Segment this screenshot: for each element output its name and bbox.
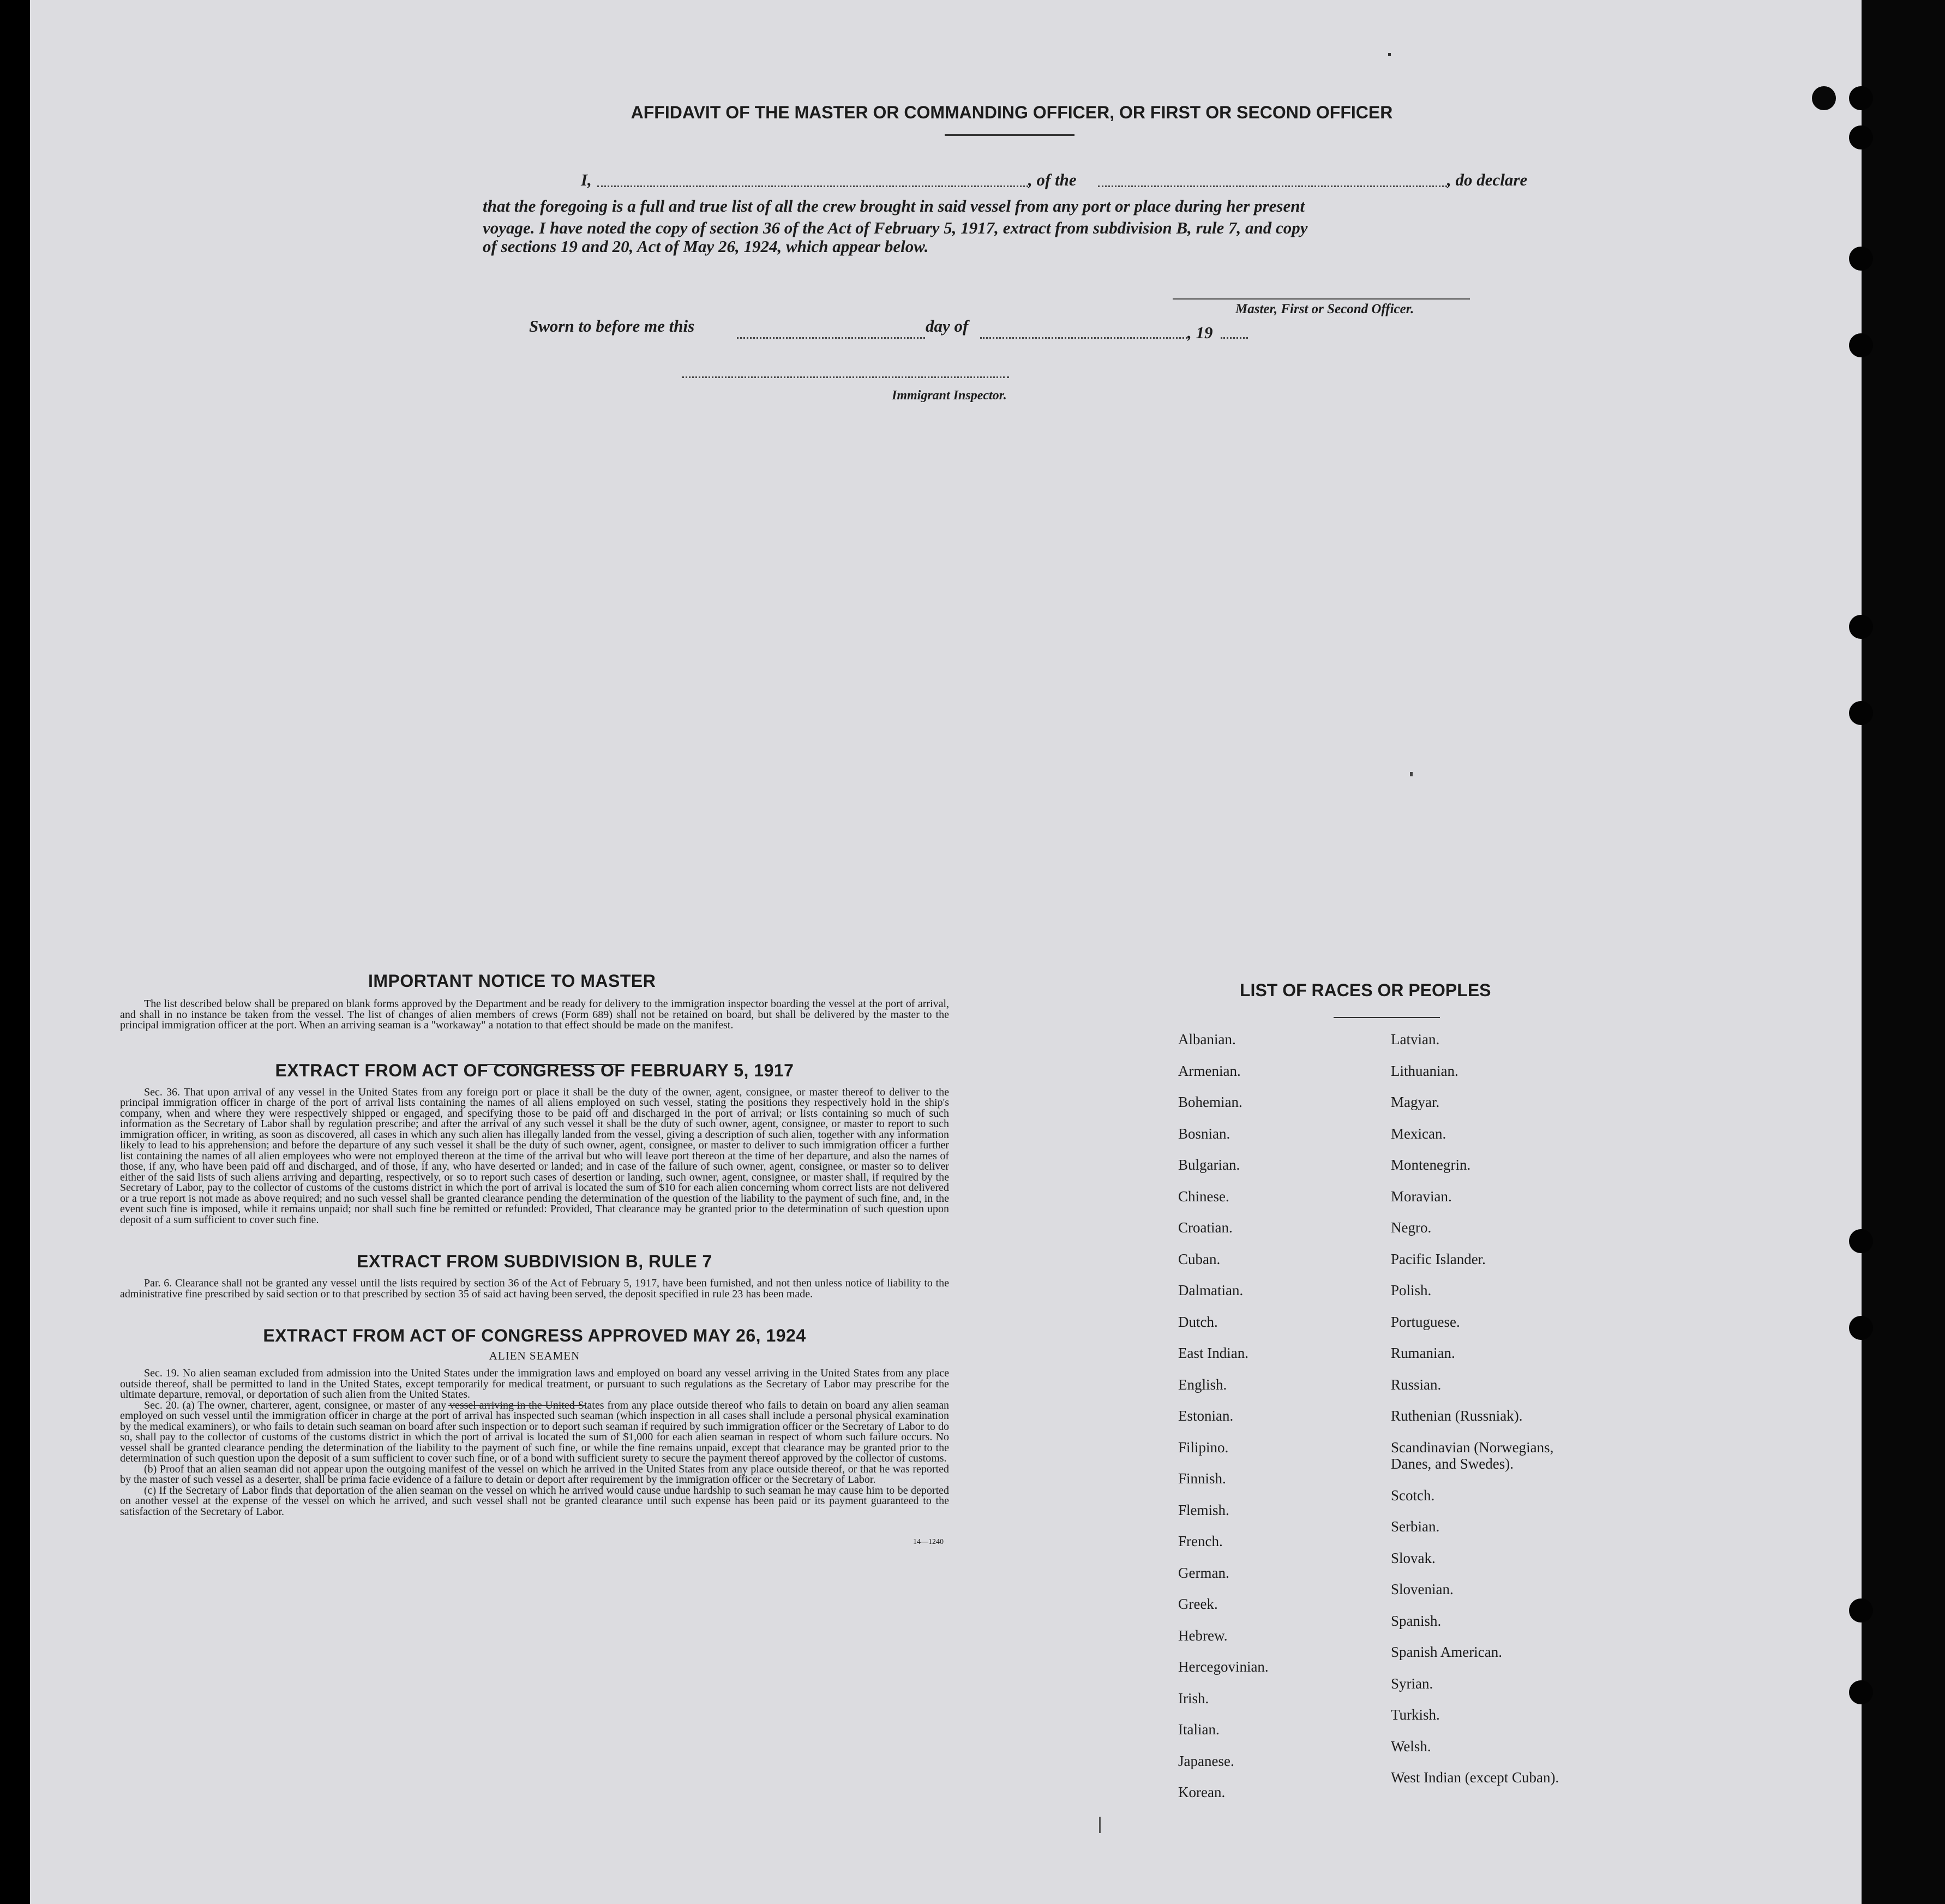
race-item: Spanish.	[1391, 1612, 1442, 1629]
race-item: Bohemian.	[1178, 1094, 1242, 1110]
race-item: Portuguese.	[1391, 1313, 1460, 1330]
race-item: Armenian.	[1178, 1062, 1241, 1079]
notice-divider	[480, 1064, 616, 1065]
declaration-line-2: voyage. I have noted the copy of section 36 of the Act of February 5, 1917, extract from subdivision B, rule 7, and copy	[483, 218, 1308, 237]
race-item: Turkish.	[1391, 1707, 1440, 1723]
race-item: Italian.	[1178, 1721, 1220, 1738]
race-item: English.	[1178, 1376, 1227, 1393]
master-signature-label: Master, First or Second Officer.	[1235, 302, 1414, 316]
year-label: , 19	[1187, 323, 1213, 342]
declaration-line-3: of sections 19 and 20, Act of May 26, 1924, which appear below.	[483, 237, 929, 256]
of-the-label: , of the	[1028, 170, 1077, 189]
punch-hole	[1849, 1680, 1873, 1704]
race-item: Finnish.	[1178, 1470, 1226, 1487]
sec-20c-paragraph: (c) If the Secretary of Labor finds that deportation of the alien seaman on the vessel on which he arrived would cause undue hardship to such seaman he may cause him to be deported on another vessel at the expense of the vessel on which he arrived, and such vessel shall not be granted clearance until such expense has been paid or its payment guaranteed to the satisfaction of the Secretary of Labor.	[120, 1484, 949, 1518]
sworn-label: Sworn to before me this	[529, 316, 695, 336]
extract-1917-text: Sec. 36. That upon arrival of any vessel in the United States from any foreign port or place it shall be the duty of the owner, agent, consignee, or master thereof to deliver to the principal immigration officer in charge of the port of arrival lists containing the names of all aliens employed on such vessel, stating the positions they respectively hold in the ship's company, when and where they were respectively shipped or engaged, and specifying those to be paid off and discharged in the port of arrival; or lists containing so much of such information as the Secretary of Labor shall by regulation prescribe; and after the arrival of any such vessel it shall be the duty of such owner, agent, consignee, or master to report to such immigration officer, in writing, as soon as discovered, all cases in which any such alien has illegally landed from the vessel, giving a description of such alien, together with any information likely to lead to his apprehension; and before the departure of any such vessel it shall be the duty of such owner, agent, consignee, or master to deliver to such immigration officer a further list containing the names of all alien employees who were not employed thereon at the time of the arrival but who will leave port thereon at the time of her departure, and also the names of those, if any, who have been paid off and discharged, and of those, if any, who have deserted or landed; and in case of the failure of such owner, agent, consignee, or master so to deliver either of the said lists of such aliens arriving and departing, respectively, or so to report such cases of desertion or landing, such owner, agent, consignee, or master shall, if required by the Secretary of Labor, pay to the collector of customs of the customs district in which the port of arrival is located the sum of $10 for each alien concerning whom correct lists are not delivered or a true report is not made as above required; and no such vessel shall be granted clearance pending the determination of the question of the liability to the payment of such fine, and, in the event such fine is imposed, while it remains unpaid; nor shall such fine be remitted or refunded: Provided, That clearance may be granted prior to the determination of such question upon deposit of a sum sufficient to cover such fine.	[120, 1086, 949, 1226]
race-item: Slovak.	[1391, 1549, 1436, 1566]
binder-strip	[1862, 0, 1945, 1904]
race-item: Latvian.	[1391, 1031, 1440, 1047]
races-title: LIST OF RACES OR PEOPLES	[1240, 980, 1491, 1000]
declaration-line-1: that the foregoing is a full and true list of all the crew brought in said vessel from any port or place during her present	[483, 196, 1305, 215]
race-item: Cuban.	[1178, 1250, 1221, 1267]
sec-20b-paragraph: (b) Proof that an alien seaman did not appear upon the outgoing manifest of the vessel on which he arrived in the United States from any place outside thereof, or that he was reported by the master of such vessel as a deserter, shall be prima facie evidence of a failure to detain or deport after requirement by the immigration officer or the Secretary of Labor.	[120, 1463, 949, 1486]
form-number: 14—1240	[913, 1538, 944, 1546]
race-item: Syrian.	[1391, 1675, 1433, 1692]
sec-20a-paragraph: Sec. 20. (a) The owner, charterer, agent, consignee, or master of any vessel arriving in the United States from any place outside thereof who fails to detain on board any alien seaman employed on such vessel until the immigration officer in charge at the port of arrival has inspected such seaman (which inspection in all cases shall include a personal physical examination by the medical examiners), or who fails to detain such seaman on board after such inspection or to deport such seaman if required by such immigration officer or the Secretary of Labor to do so, shall pay to the collector of customs of the customs district in which the port of arrival is located the sum of $1,000 for each alien seaman in respect of whom such failure occurs. No vessel shall be granted clearance pending the determination of the liability to the payment of such fine, or while the fine remains unpaid, except that clearance may be granted prior to the determination of such question upon the deposit of a sum sufficient to cover such fine, or of a bond with sufficient surety to secure the payment thereof approved by the collector of customs.	[120, 1399, 949, 1464]
race-item: Albanian.	[1178, 1031, 1236, 1047]
race-item: Spanish American.	[1391, 1644, 1502, 1660]
punch-hole	[1849, 1316, 1873, 1340]
race-item: Filipino.	[1178, 1439, 1229, 1456]
name-blank[interactable]	[597, 185, 1028, 187]
race-item: Slovenian.	[1391, 1581, 1454, 1597]
master-signature-line[interactable]	[1173, 298, 1470, 300]
scan-speck	[1099, 1817, 1101, 1833]
day-of-label: day of	[926, 316, 969, 336]
punch-hole	[1849, 86, 1873, 110]
do-declare-label: , do declare	[1447, 170, 1528, 189]
extract-rule7-title: EXTRACT FROM SUBDIVISION B, RULE 7	[357, 1252, 712, 1271]
document-page	[30, 0, 1862, 1904]
race-item: West Indian (except Cuban).	[1391, 1769, 1559, 1786]
race-item: Hercegovinian.	[1178, 1658, 1269, 1675]
race-item: German.	[1178, 1564, 1229, 1581]
race-item: Russian.	[1391, 1376, 1442, 1393]
race-item: Scotch.	[1391, 1487, 1435, 1504]
vessel-blank[interactable]	[1098, 185, 1447, 187]
race-item: Dutch.	[1178, 1313, 1218, 1330]
punch-hole	[1849, 1229, 1873, 1253]
race-item: Serbian.	[1391, 1518, 1440, 1535]
extract-rule7-text: Par. 6. Clearance shall not be granted any vessel until the lists required by section 36 of the Act of February 5, 1917, have been furnished, and not then unless notice of liability to the administrative fine prescribed by said section or to that prescribed by section 35 of said act having been served, the deposit specified in rule 23 has been made.	[120, 1277, 949, 1300]
race-item: Flemish.	[1178, 1501, 1229, 1518]
affidavit-title: AFFIDAVIT OF THE MASTER OR COMMANDING OFFICER, OR FIRST OR SECOND OFFICER	[631, 103, 1393, 122]
race-item: Dalmatian.	[1178, 1282, 1244, 1298]
sworn-day-blank[interactable]	[737, 337, 925, 339]
inspector-label: Immigrant Inspector.	[892, 388, 1007, 403]
extract-1924-title: EXTRACT FROM ACT OF CONGRESS APPROVED MAY 26, 1924	[263, 1326, 806, 1345]
rule7-divider	[448, 1405, 585, 1406]
title-divider	[945, 134, 1074, 136]
race-item: Japanese.	[1178, 1752, 1234, 1769]
race-item: Magyar.	[1391, 1094, 1440, 1110]
race-item: Bosnian.	[1178, 1125, 1230, 1142]
race-item: East Indian.	[1178, 1345, 1248, 1361]
notice-title: IMPORTANT NOTICE TO MASTER	[368, 971, 656, 991]
race-item: Bulgarian.	[1178, 1157, 1240, 1173]
notice-text: The list described below shall be prepared on blank forms approved by the Department and be ready for delivery to the immigration inspector boarding the vessel at the port of arrival, and shall in no instance be taken from the vessel. The list of changes of alien members of crews (Form 689) shall not be retained on board, but shall be delivered by the master to the principal immigration officer at the port. When an arriving seaman is a "workaway" a notation to that effect should be made on the manifest.	[120, 998, 949, 1031]
races-right-column	[1391, 1024, 1559, 1794]
sec-19-paragraph: Sec. 19. No alien seaman excluded from admission into the United States under the immigration laws and employed on board any vessel arriving in the United States from any place outside thereof, shall be permitted to land in the United States, except temporarily for medical treatment, or pursuant to such regulations as the Secretary of Labor may prescribe for the ultimate departure, removal, or deportation of such alien from the United States.	[120, 1367, 949, 1400]
sworn-month-blank[interactable]	[980, 337, 1187, 339]
race-item: Hebrew.	[1178, 1627, 1228, 1644]
punch-hole	[1849, 615, 1873, 639]
punch-hole	[1849, 701, 1873, 725]
races-left-column	[1178, 1024, 1269, 1809]
race-item: Negro.	[1391, 1219, 1432, 1236]
race-item: Korean.	[1178, 1784, 1226, 1800]
race-item: Welsh.	[1391, 1738, 1431, 1755]
inspector-signature-line[interactable]	[682, 376, 1009, 378]
extract-1924-subtitle: ALIEN SEAMEN	[489, 1349, 580, 1362]
race-item: Chinese.	[1178, 1188, 1229, 1205]
race-item: Greek.	[1178, 1596, 1218, 1612]
race-item: Pacific Islander.	[1391, 1250, 1486, 1267]
race-item: Irish.	[1178, 1690, 1209, 1707]
punch-hole	[1849, 333, 1873, 357]
race-item: Scandinavian (Norwegians, Danes, and Swedes).	[1391, 1439, 1554, 1472]
i-label: I,	[581, 170, 592, 189]
race-item: Mexican.	[1391, 1125, 1446, 1142]
race-item: Polish.	[1391, 1282, 1432, 1298]
race-item: Lithuanian.	[1391, 1062, 1458, 1079]
scan-speck	[1410, 772, 1413, 776]
punch-hole	[1849, 125, 1873, 149]
legal-column	[120, 971, 949, 1547]
extract-1917-title: EXTRACT FROM ACT OF CONGRESS OF FEBRUARY 5, 1917	[275, 1060, 794, 1080]
punch-hole	[1849, 247, 1873, 271]
race-item: Montenegrin.	[1391, 1157, 1471, 1173]
race-item: Estonian.	[1178, 1408, 1234, 1424]
race-item: Croatian.	[1178, 1219, 1233, 1236]
punch-hole	[1812, 86, 1836, 110]
race-item: French.	[1178, 1533, 1223, 1549]
extract-1924-text	[120, 1368, 949, 1517]
race-item: Rumanian.	[1391, 1345, 1455, 1361]
race-item: Moravian.	[1391, 1188, 1452, 1205]
sworn-year-blank[interactable]	[1221, 337, 1248, 339]
races-divider	[1334, 1017, 1440, 1018]
scan-speck	[1388, 53, 1391, 56]
race-item: Ruthenian (Russniak).	[1391, 1408, 1523, 1424]
punch-hole	[1849, 1598, 1873, 1622]
